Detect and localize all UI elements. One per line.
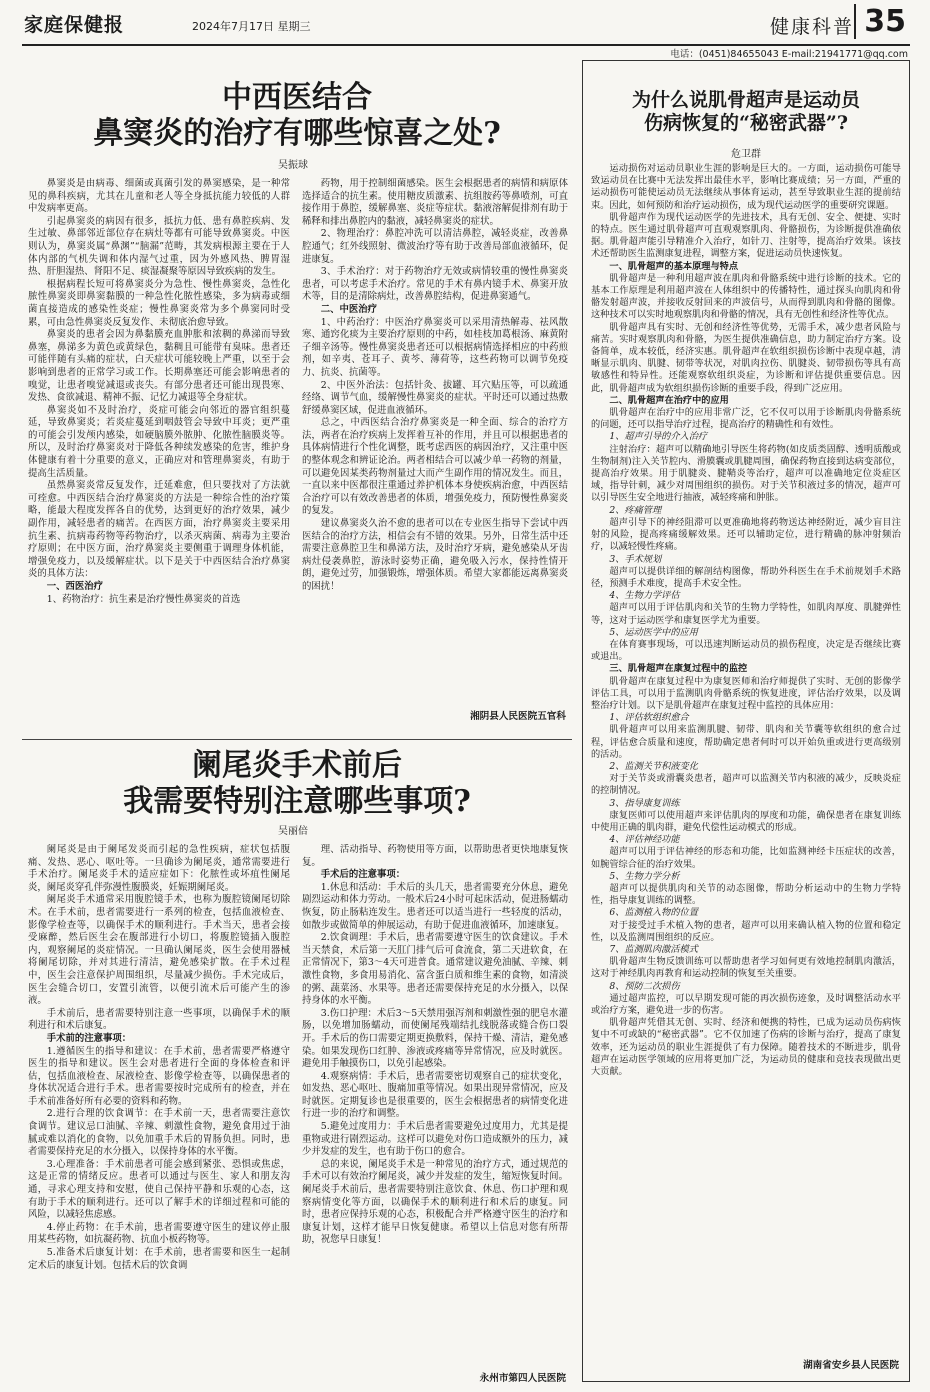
paragraph: 在体育赛事现场，可以迅速判断运动员的损伤程度，决定是否继续比赛或退出。 — [591, 638, 901, 663]
paragraph: 引起鼻窦炎的病因有很多，抵抗力低、患有鼻腔疾病、发生过敏、鼻部邻近部位存在病灶等都有可能导致鼻窦炎。中医则认为，鼻窦炎属“鼻渊”“脑漏”范畴，其发病根源主要在于人体内部的气机失调和体内湿气过重，因为外感风热、脾胃湿热、肝胆湿热、肾阳不足、痰湿凝聚等原因导致疾病的发生。 — [28, 215, 290, 278]
paragraph: 2、中医外治法：包括针灸、拔罐、耳穴贴压等，可以疏通经络、调节气血，缓解慢性鼻窦炎的症状。平时还可以通过热敷舒缓鼻窦区域，促进血液循环。 — [302, 379, 568, 416]
paragraph: 三、肌骨超声在康复过程中的监控 — [609, 663, 748, 675]
title-line-1: 为什么说肌骨超声是运动员 — [631, 89, 860, 111]
section-name: 健康科普 — [769, 16, 854, 38]
paragraph: 鼻窦炎的患者会因为鼻黏膜充血肿胀和浓稠的鼻涕而导致鼻塞，鼻涕多为黄色或黄绿色，黏稠且可能带有臭味。患者还可能伴随有头痛的症状，白天症状可能较晚上严重，以至于会影响到患者的正常学习或工作。长期鼻塞还可能会影响患者的嗅觉，让患者嗅觉减退或丧失。有部分患者还可能出现畏寒、发热、食欲减退、精神不振、记忆力减退等全身症状。 — [28, 329, 290, 404]
paragraph: 1、中药治疗：中医治疗鼻窦炎可以采用清热解毒、祛风散寒、通窍化痰为主要治疗原则的中药，如桂枝加葛根汤、麻黄附子细辛汤等。慢性鼻窦炎患者还可以根据病情选择相应的中药煎剂，如辛夷、苍耳子、黄芩、薄荷等，这些药物可以调节免疫力、抗炎、抗菌等。 — [302, 316, 568, 378]
article-title — [22, 80, 572, 152]
paragraph: 肌骨超声可以用来监测肌腱、韧带、肌肉和关节囊等软组织的愈合过程，评估愈合质量和速度，帮助确定患者何时可以开始负重或进行更高级别的活动。 — [591, 724, 901, 760]
paragraph: 超声可以用于评估肌肉和关节的生物力学特性，如肌肉厚度、肌腱弹性等，这对于运动医学和康复医学尤为重要。 — [591, 602, 901, 626]
article-source: 湖南省安乡县人民医院 — [803, 1360, 899, 1371]
paragraph: 4、生物力学评估 — [609, 590, 680, 602]
paragraph: 对于关节炎或滑囊炎患者，超声可以监测关节内积液的减少，反映炎症的控制情况。 — [591, 773, 901, 797]
article-column-1 — [28, 844, 290, 1384]
paragraph: 二、中医治疗 — [320, 303, 378, 315]
paragraph: 4、评估神经功能 — [609, 834, 680, 846]
paragraph: 总之，中西医结合治疗鼻窦炎是一种全面、综合的治疗方法，两者在治疗疾病上发挥着互补的作用，并且可以根据患者的具体病情进行个性化调整，既考虑西医的病因治疗，又注重中医的整体观念和辨证论治。两者相结合可以减少单一药物的剂量，可以避免因某类药物剂量过大而产生副作用的情况发生。而且，一直以来中医都很注重通过养护机体本身使疾病治愈，中西医结合治疗可以有效改善患者的体质，增强免疫力，预防慢性鼻窦炎的复发。 — [302, 417, 568, 517]
article-appendicitis — [22, 742, 572, 1387]
paragraph: 手术前的注意事项： — [46, 1032, 132, 1044]
paragraph: 超声引导下的神经阻滞可以更准确地将药物送达神经附近，减少盲目注射的风险，提高疼痛缓解效果。还可以辅助定位，进行精确的脉冲射频治疗，以减轻慢性疼痛。 — [591, 516, 901, 553]
paragraph: 1、超声引导的介入治疗 — [609, 431, 708, 443]
paragraph: 5.避免过度用力：手术后患者需要避免过度用力，尤其是提重物或进行剧烈运动。这样可以避免对伤口造成额外的压力，减少并发症的发生，也有助于伤口的愈合。 — [302, 1121, 568, 1158]
article-author: 危卫群 — [731, 149, 761, 160]
paragraph: 7、监测肌肉激活模式 — [609, 944, 698, 955]
paragraph: 6、监测植入物的位置 — [609, 907, 698, 919]
paragraph: 理、活动指导、药物使用等方面，以帮助患者更快地康复恢复。 — [302, 844, 568, 868]
paragraph: 2、疼痛管理 — [609, 504, 662, 516]
paragraph: 3.心理准备：手术前患者可能会感到紧张、恐惧或焦虑，这是正常的情绪反应。患者可以通过与医生、家人和朋友沟通，寻求心理支持和安慰，使自己保持平静和乐观的心态，这有助于手术的顺利进行。还可以了解手术的详细过程和可能的风险，以减轻焦虑感。 — [28, 1158, 290, 1221]
article-column-1 — [28, 178, 290, 738]
paragraph: 4.停止药物：在手术前，患者需要遵守医生的建议停止服用某些药物，如抗凝药物、抗血小板药物等。 — [28, 1221, 290, 1246]
paragraph: 2、物理治疗：鼻腔冲洗可以清洁鼻腔，减轻炎症，改善鼻腔通气；红外线照射、微波治疗等有助于改善局部血液循环，促进康复。 — [302, 228, 568, 265]
paragraph: 肌骨超声在康复过程中为康复医师和治疗师提供了实时、无创的影像学评估工具，可以用于监测肌肉骨骼系统的恢复进度，评估治疗效果，以及调整治疗计划。以下是肌骨超声在康复过程中监控的具体应用： — [591, 675, 901, 711]
article-source: 湘阴县人民医院五官科 — [470, 711, 566, 722]
paragraph: 虽然鼻窦炎常反复发作，迁延难愈，但只要找对了方法就可痊愈。中西医结合治疗鼻窦炎的方法是一种综合性的治疗策略，能最大程度发挥各自的优势，达到更好的治疗效果，减少副作用，减轻患者的痛苦。在西医方面，治疗鼻窦炎主要采用抗生素、抗病毒药物等药物治疗，以杀灭病菌、病毒为主要治疗原则；在中医方面，治疗鼻窦炎主要侧重于调理身体机能，增强免疫力，以及缓解症状。以下是关于中西医结合治疗鼻窦炎的具体方法： — [28, 480, 290, 580]
paragraph: 二、肌骨超声在治疗中的应用 — [609, 394, 729, 406]
paragraph: 肌骨超声作为现代运动医学的先进技术，具有无创、安全、便捷、实时的特点。医生通过肌骨超声可直观观察肌肉、骨骼损伤，为诊断提供准确依据。肌骨超声能引导精准介入治疗，如针刀、注射等，提高治疗效果。该技术还帮助医生监测康复进程，调整方案，促进运动员快速恢复。 — [591, 211, 901, 260]
paragraph: 鼻窦炎是由病毒、细菌或真菌引发的鼻窦感染，是一种常见的鼻科疾病，尤其在儿童和老人等全身抵抗能力较低的人群中发病率更高。 — [28, 178, 290, 215]
paragraph: 康复医师可以使用超声来评估肌肉的厚度和功能，确保患者在康复训练中使用正确的肌肉群，避免代偿性运动模式的形成。 — [591, 809, 901, 833]
paragraph: 手术前后，患者需要特别注意一些事项，以确保手术的顺利进行和术后康复。 — [28, 1007, 290, 1032]
paragraph: 1、药物治疗：抗生素是治疗慢性鼻窦炎的首选 — [46, 593, 241, 605]
title-line-2: 伤病恢复的“秘密武器”? — [644, 111, 848, 134]
title-line-1: 阑尾炎手术前后 — [192, 748, 402, 783]
paragraph: 超声可以提供肌肉和关节的动态图像，帮助分析运动中的生物力学特性，指导康复训练的调整。 — [591, 882, 901, 907]
article-sinusitis — [22, 60, 572, 740]
paragraph: 2、监测关节积液变化 — [609, 760, 698, 772]
paragraph: 鼻窦炎如不及时治疗，炎症可能会向邻近的器官组织蔓延，导致鼻窦炎；若炎症蔓延到咽鼓管会导致中耳炎；更严重的可能会引发颅内感染，如硬脑膜外脓肿、化脓性脑膜炎等。所以，及时治疗鼻窦炎对于降低各种续发感染的危害，维护身体健康有着十分重要的意义，正确应对和管理鼻窦炎，有助于提高生活质量。 — [28, 404, 290, 479]
paragraph: 2.进行合理的饮食调节：在手术前一天，患者需要注意饮食调节。建议忌口油腻、辛辣、刺激性食物，避免食用过于油腻或难以消化的食物，以免加重手术后的胃肠负担。同时，患者需要保持充足的水分摄入，以保持身体的水平衡。 — [28, 1108, 290, 1158]
paragraph: 注射治疗：超声可以精确地引导医生将药物(如皮质类固醇、透明质酸或生物制剂)注入关节腔内、滑膜囊或肌腱周围，确保药物直接到达病变部位，提高治疗效果。用于肌腱炎、腱鞘炎等治疗，超声可以准确地定位炎症区域，指导针刺，减少对周围组织的损伤。对于关节积液过多的情况，超声可以引导医生安全地进行抽液，减轻疼痛和肿胀。 — [591, 443, 901, 504]
issue-date: 2024年7月17日 星期三 — [192, 20, 311, 33]
paragraph: 5.准备术后康复计划：在手术前，患者需要和医生一起制定术后的康复计划。包括术后的饮食调 — [28, 1247, 290, 1271]
paragraph: 对于接受过手术植入物的患者，超声可以用来确认植入物的位置和稳定性，以及监测周围组织的反应。 — [591, 919, 901, 943]
paragraph: 根据病程长短可将鼻窦炎分为急性、慢性鼻窦炎，急性化脓性鼻窦炎即鼻窦黏膜的一种急性化脓性感染，多为病毒或细菌直接造成的感染性炎症；慢性鼻窦炎常为多个鼻窦同时受累，可由急性鼻窦炎反复发作、未彻底治愈导致。 — [28, 278, 290, 328]
paragraph: 建议鼻窦炎久治不愈的患者可以在专业医生指导下尝试中西医结合的治疗方法，相信会有不错的效果。另外，日常生活中还需要注意鼻腔卫生和鼻涕方法，及时治疗牙病，避免感染从牙齿病灶侵袭鼻腔，游泳时姿势正确，避免吸入污水，保持性情开朗，避免过劳，加强锻炼，增强体质。希望大家都能远离鼻窦炎的困扰！ — [302, 518, 568, 592]
paragraph: 1.休息和活动：手术后的头几天，患者需要充分休息，避免剧烈运动和体力劳动。一般术后24小时可起床活动，促进肠蠕动恢复，防止肠粘连发生。患者还可以适当进行一些轻度的活动，如散步或做简单的伸展运动，有助于促进血液循环，加速康复。 — [302, 881, 568, 931]
paragraph: 1、评估软组织愈合 — [609, 712, 689, 724]
paragraph: 3、指导康复训练 — [609, 797, 680, 809]
page-number: 35 — [854, 4, 906, 39]
paragraph: 运动损伤对运动员职业生涯的影响是巨大的。一方面，运动损伤可能导致运动员在比赛中无法发挥出最佳水平，影响比赛成绩；另一方面，严重的运动损伤可能使运动员无法继续从事体育运动，甚至导致职业生涯的提前结束。因此，如何预防和治疗运动损伤，成为现代运动医学的重要研究课题。 — [591, 163, 901, 211]
article-column — [591, 163, 901, 1351]
paragraph: 手术后的注意事项： — [320, 869, 406, 881]
title-line-2: 鼻窦炎的治疗有哪些惊喜之处? — [93, 116, 501, 151]
paragraph: 8、预防二次损伤 — [609, 980, 680, 992]
section-divider — [22, 739, 572, 740]
paragraph: 1.遵循医生的指导和建议：在手术前，患者需要严格遵守医生的指导和建议。医生会对患者进行全面的身体检查和评估，包括血液检查、尿液检查、影像学检查等，以确保患者的身体状况适合进行手术。患者需要按时完成所有的检查，并在手术前准备好所有必要的资料和药物。 — [28, 1045, 290, 1107]
paragraph: 4.观察病情：手术后，患者需要密切观察自己的症状变化，如发热、恶心呕吐、腹痛加重等情况。如果出现异常情况，应及时就医。定期复诊也是很重要的，医生会根据患者的病情变化进行进一步的治疗和调整。 — [302, 1070, 568, 1120]
paragraph: 肌骨超声具有实时、无创和经济性等优势，无需手术，减少患者风险与痛苦。实时观察肌肉和骨骼，为医生提供准确信息，助力制定治疗方案。设备简单，成本较低，经济实惠。肌骨超声在软组织损伤诊断中表现卓越，清晰显示肌肉、肌腱、韧带等状况，对肌肉拉伤、肌腱炎、韧带损伤等具有高敏感性和特异性。还能观察软组织炎症，为诊断和评估提供重要信息。因此，肌骨超声成为软组织损伤诊断的重要手段，得到广泛应用。 — [591, 321, 901, 394]
article-column-2 — [302, 178, 568, 706]
article-source: 永州市第四人民医院 — [479, 1373, 566, 1384]
article-musculoskeletal-ultrasound — [582, 60, 910, 1382]
article-column-2 — [302, 844, 568, 1364]
title-line-2: 我需要特别注意哪些事项? — [123, 784, 471, 819]
paragraph: 3.伤口护理：术后3～5天禁用强泻剂和刺激性强的肥皂水灌肠，以免增加肠蠕动，而使阑尾残端结扎线脱落或缝合伤口裂开。手术后的伤口需要定期更换敷料，保持干燥、清洁，避免感染。如果发现伤口红肿、渗液或疼痛等异常情况，应及时就医。避免用手触摸伤口，以免引起感染。 — [302, 1007, 568, 1070]
paragraph: 肌骨超声在治疗中的应用非常广泛，它不仅可以用于诊断肌肉骨骼系统的问题，还可以指导治疗过程，提高治疗的精确性和有效性。 — [591, 407, 901, 431]
contact-line: 电话：(0451)84655043 E-mail:21941771@qq.com — [670, 49, 908, 60]
newspaper-masthead: 家庭保健报 — [24, 14, 125, 36]
paragraph: 超声可以提供详细的解剖结构图像，帮助外科医生在手术前规划手术路径，预测手术难度，提高手术安全性。 — [591, 565, 901, 589]
paragraph: 药物，用于控制细菌感染。医生会根据患者的病情和病原体选择适合的抗生素。使用糖皮质激素、抗组胺药等鼻喷剂，可直接作用于鼻腔，缓解鼻塞、炎症等症状。黏液溶解促排剂有助于稀释和排出鼻腔内的黏液，减轻鼻窦炎的症状。 — [302, 178, 568, 227]
article-title — [22, 748, 572, 820]
paragraph: 阑尾炎手术通常采用腹腔镜手术，也称为腹腔镜阑尾切除术。在手术前，患者需要进行一系列的检查，包括血液检查、影像学检查等，以确保手术的顺利进行。手术当天，患者会接受麻醉，然后医生会在腹部进行小切口，将腹腔镜插入腹腔内，观察阑尾的炎症情况。一旦确认阑尾炎，医生会使用器械将阑尾切除，并对其进行清洁，避免感染扩散。在手术过程中，医生会注意保护周围组织，尽量减少损伤。手术完成后，医生会缝合切口，安置引流管，以便引流术后可能产生的渗液。 — [28, 894, 290, 1007]
paragraph: 肌骨超声凭借其无创、实时、经济和便携的特性，已成为运动员伤病恢复中不可或缺的“秘密武器”。它不仅加速了伤病的诊断与治疗，提高了康复效率，还为运动员的职业生涯提供了有力保障。随着技术的不断进步，肌骨超声在运动医学领域的应用将更加广泛，为运动员的健康和竞技表现做出更大贡献。 — [591, 1017, 901, 1078]
paragraph: 2.饮食调理：手术后，患者需要遵守医生的饮食建议。手术当天禁食，术后第一天肛门排气后可食流食，第二天进软食，在正常情况下，第3～4天可进普食。通常建议避免油腻、辛辣、刺激性食物，多食用易消化、富含蛋白质和维生素的食物，如清淡的粥、蔬菜汤、水果等。患者还需要保持充足的水分摄入，以保持身体的水平衡。 — [302, 932, 568, 1007]
paragraph: 5、生物力学分析 — [609, 870, 680, 882]
paragraph: 5、运动医学中的应用 — [609, 626, 698, 638]
paragraph: 通过超声监控，可以早期发现可能的再次损伤迹象，及时调整活动水平或治疗方案，避免进一步的伤害。 — [591, 992, 901, 1017]
paragraph: 肌骨超声是一种利用超声波在肌肉和骨骼系统中进行诊断的技术。它的基本工作原理是利用超声波在人体组织中的传播特性，通过探头向肌肉和骨骼发射超声波，并接收反射回来的声波信号，从而得到肌肉和骨骼的图像。这种技术可以实时地观察肌肉和骨骼的情况，具有无创性和经济性等优点。 — [591, 272, 901, 321]
paragraph: 一、西医治疗 — [46, 581, 104, 592]
article-title — [583, 89, 909, 135]
title-line-1: 中西医结合 — [222, 80, 372, 115]
paragraph: 总的来说，阑尾炎手术是一种常见的治疗方式，通过规范的手术可以有效治疗阑尾炎，减少并发症的发生，缩短恢复时间。阑尾炎手术前后，患者需要特别注意饮食、休息、伤口护理和观察病情变化等方面，以确保手术的顺利进行和术后的康复。同时，患者应保持乐观的心态，积极配合并严格遵守医生的治疗和康复计划，这样才能早日恢复健康。希望以上信息对您有所帮助，祝您早日康复！ — [302, 1158, 568, 1246]
paragraph: 3、手术规划 — [609, 553, 662, 565]
paragraph: 阑尾炎是由于阑尾发炎而引起的急性疾病，症状包括腹痛、发热、恶心、呕吐等。一旦确诊为阑尾炎，通常需要进行手术治疗。阑尾炎手术的适应症如下：化脓性或坏疽性阑尾炎，阑尾炎穿孔伴弥漫性腹膜炎，妊娠期阑尾炎。 — [28, 844, 290, 893]
paragraph: 3、手术治疗：对于药物治疗无效或病情较重的慢性鼻窦炎患者，可以考虑手术治疗。常见的手术有鼻内镜手术、鼻窦开放术等，目的是清除病灶，改善鼻腔结构，促进鼻窦通气。 — [302, 266, 568, 303]
paragraph: 超声可以用于评估神经的形态和功能，比如监测神经卡压症状的改善，如腕管综合征的治疗效果。 — [591, 846, 901, 870]
page-header — [22, 4, 910, 46]
article-author: 吴振球 — [278, 160, 308, 171]
paragraph: 一、肌骨超声的基本原理与特点 — [609, 260, 739, 272]
paragraph: 肌骨超声生物反馈训练可以帮助患者学习如何更有效地控制肌肉激活，这对于神经肌肉再教育和运动控制的恢复至关重要。 — [591, 956, 901, 980]
article-author: 吴丽倍 — [278, 826, 308, 837]
